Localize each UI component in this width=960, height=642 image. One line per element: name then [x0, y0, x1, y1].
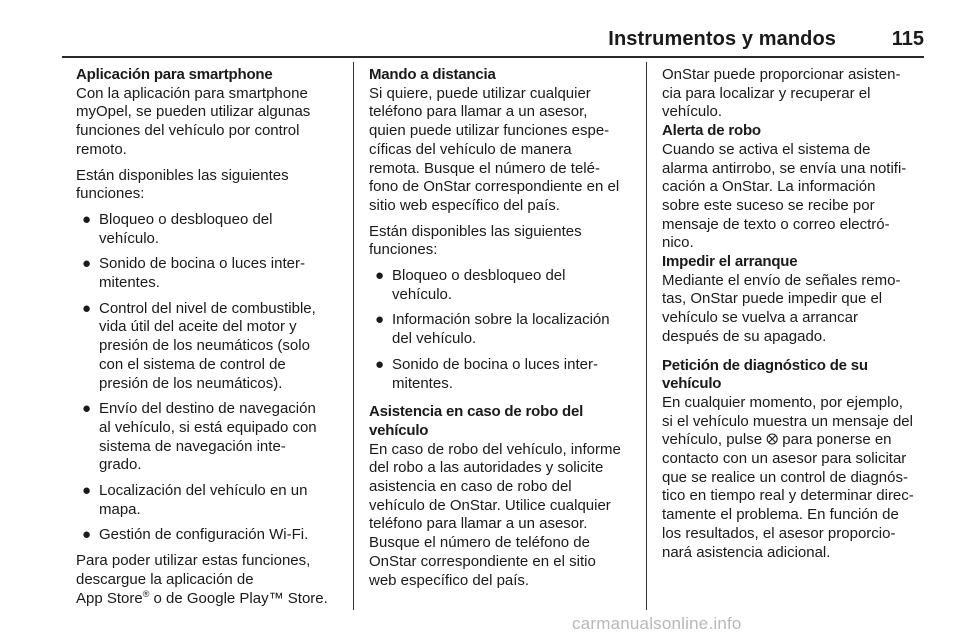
bullet-icon: ● — [82, 299, 92, 317]
column-divider-2 — [646, 62, 647, 610]
section-heading: Impedir el arranque — [662, 253, 798, 271]
list-item — [76, 526, 344, 545]
paragraph — [662, 272, 928, 347]
text-line: cíficas del vehículo de manera — [369, 140, 572, 158]
text-line: teléfono para llamar a un asesor, — [369, 103, 588, 121]
text-line: si el vehículo muestra un mensaje del — [662, 412, 913, 430]
text-line: funciones: — [76, 185, 145, 203]
text-line: En caso de robo del vehículo, informe — [369, 440, 621, 458]
google-play-text: o de Google Play™ Store. — [149, 589, 328, 607]
text-line: después de su apagado. — [662, 327, 827, 345]
text-line: Están disponibles las siguientes — [76, 166, 289, 184]
text-line: tico en tiempo real y determinar direc- — [662, 487, 914, 505]
bullet-icon: ● — [375, 355, 385, 373]
text-line: vehículo de OnStar. Utilice cualquier — [369, 496, 611, 514]
section-heading: vehículo — [662, 375, 722, 393]
text-line: con el sistema de control de — [99, 355, 286, 373]
text-line: remota. Busque el número de telé- — [369, 159, 600, 177]
text-line: vehículo se vuelva a arrancar — [662, 309, 858, 327]
text-line: funciones: — [369, 241, 438, 259]
watermark: carmanualsonline.info — [572, 614, 742, 633]
text-line: web específico del país. — [369, 571, 530, 589]
text-line: Busque el número de teléfono de — [369, 534, 590, 552]
section-heading: Petición de diagnóstico de su — [662, 356, 868, 374]
section-heading: Mando a distancia — [369, 66, 496, 83]
bullet-icon: ● — [82, 210, 92, 228]
paragraph — [369, 441, 635, 591]
text-line: sistema de navegación inte- — [99, 437, 286, 455]
header-rule — [62, 56, 924, 58]
text-line: Para poder utilizar estas funciones, — [76, 552, 311, 570]
text-line: presión de los neumáticos). — [99, 374, 283, 392]
text-line: descargue la aplicación de — [76, 570, 254, 588]
text-line: contacto con un asesor para solicitar — [662, 450, 907, 468]
text-line: Gestión de configuración Wi-Fi. — [99, 526, 309, 544]
text-line: vida útil del aceite del motor y — [99, 318, 297, 336]
text-line: mapa. — [99, 500, 141, 518]
text-line: tamente el problema. En función de — [662, 506, 899, 524]
text-line: Bloqueo o desbloqueo del — [99, 210, 273, 228]
section-heading: Asistencia en caso de robo del — [369, 403, 584, 421]
text-line: del vehículo. — [392, 330, 477, 348]
text-line: quien puede utilizar funciones espe- — [369, 122, 610, 140]
list-item — [369, 311, 635, 348]
bullet-icon: ● — [82, 255, 92, 273]
section-heading: Aplicación para smartphone — [76, 66, 273, 83]
list-item — [76, 211, 344, 248]
text-line: Con la aplicación para smartphone — [76, 84, 308, 102]
text-line: sitio web específico del país. — [369, 196, 560, 214]
paragraph — [662, 141, 928, 253]
list-item — [76, 300, 344, 394]
text-line: Mediante el envío de señales remo- — [662, 271, 901, 289]
text-line: sobre este suceso se recibe por — [662, 196, 875, 214]
paragraph — [369, 85, 635, 216]
registered-mark: ® — [142, 588, 150, 599]
text-line: mitentes. — [392, 374, 453, 392]
text-line: que se realice un control de diagnós- — [662, 468, 908, 486]
text-line: vehículo. — [392, 285, 453, 303]
list-item — [76, 482, 344, 519]
text-line: del robo a las autoridades y solicite — [369, 459, 604, 477]
column-3 — [662, 66, 928, 562]
text-line: teléfono para llamar a un asesor. — [369, 515, 588, 533]
paragraph — [662, 394, 928, 562]
text-line: Control del nivel de combustible, — [99, 299, 316, 317]
text-line: vehículo, pulse ⭙ para ponerse en — [662, 431, 892, 449]
text-line: mitentes. — [99, 274, 160, 292]
text-line: vehículo. — [99, 229, 160, 247]
column-divider-1 — [353, 62, 354, 610]
list-item — [369, 356, 635, 393]
text-line: Si quiere, puede utilizar cualquier — [369, 84, 591, 102]
app-store-text: App Store — [76, 589, 143, 607]
text-line — [76, 590, 344, 609]
list-item — [76, 255, 344, 292]
text-line: remoto. — [76, 140, 127, 158]
text-line: Sonido de bocina o luces inter- — [99, 255, 305, 273]
text-line: Envío del destino de navegación — [99, 400, 316, 418]
text-line: presión de los neumáticos (solo — [99, 337, 310, 355]
text-line: cia para localizar y recuperar el — [662, 84, 871, 102]
text-line: Están disponibles las siguientes — [369, 222, 582, 240]
text-line: fono de OnStar correspondiente en el — [369, 178, 620, 196]
text-line: Cuando se activa el sistema de — [662, 140, 871, 158]
text-line: OnStar correspondiente en el sitio — [369, 552, 596, 570]
text-line: alarma antirrobo, se envía una notifi- — [662, 159, 907, 177]
text-line: asistencia en caso de robo del — [369, 478, 572, 496]
list-item — [76, 400, 344, 475]
text-line: nará asistencia adicional. — [662, 543, 831, 561]
paragraph — [76, 167, 344, 204]
text-line: los resultados, el asesor proporcio- — [662, 524, 896, 542]
section-heading: vehículo — [369, 421, 429, 439]
text-line: Localización del vehículo en un — [99, 482, 308, 500]
text-line: cación a OnStar. La información — [662, 178, 876, 196]
list-item — [369, 267, 635, 304]
section-heading: Alerta de robo — [662, 122, 761, 140]
paragraph — [76, 552, 344, 608]
bullet-icon: ● — [375, 311, 385, 329]
text-line: grado. — [99, 456, 142, 474]
chapter-title: Instrumentos y mandos — [608, 28, 836, 50]
text-line: funciones del vehículo por control — [76, 122, 300, 140]
text-line: Sonido de bocina o luces inter- — [392, 355, 598, 373]
page-header — [62, 28, 924, 54]
bullet-icon: ● — [82, 526, 92, 544]
bullet-icon: ● — [82, 482, 92, 500]
paragraph — [76, 85, 344, 160]
text-line: myOpel, se pueden utilizar algunas — [76, 103, 311, 121]
bullet-icon: ● — [375, 267, 385, 285]
text-line: mensaje de texto o correo electró- — [662, 215, 890, 233]
text-line: OnStar puede proporcionar asisten- — [662, 66, 901, 83]
text-line: En cualquier momento, por ejemplo, — [662, 393, 903, 411]
text-line: tas, OnStar puede impedir que el — [662, 290, 883, 308]
text-line: Bloqueo o desbloqueo del — [392, 267, 566, 285]
text-line: nico. — [662, 234, 694, 252]
text-line: al vehículo, si está equipado con — [99, 418, 317, 436]
column-2 — [369, 66, 635, 590]
paragraph — [662, 66, 928, 122]
bullet-icon: ● — [82, 400, 92, 418]
text-line: Información sobre la localización — [392, 311, 610, 329]
text-line: vehículo. — [662, 103, 723, 121]
page-number: 115 — [891, 28, 924, 50]
column-1 — [76, 66, 344, 608]
paragraph — [369, 223, 635, 260]
